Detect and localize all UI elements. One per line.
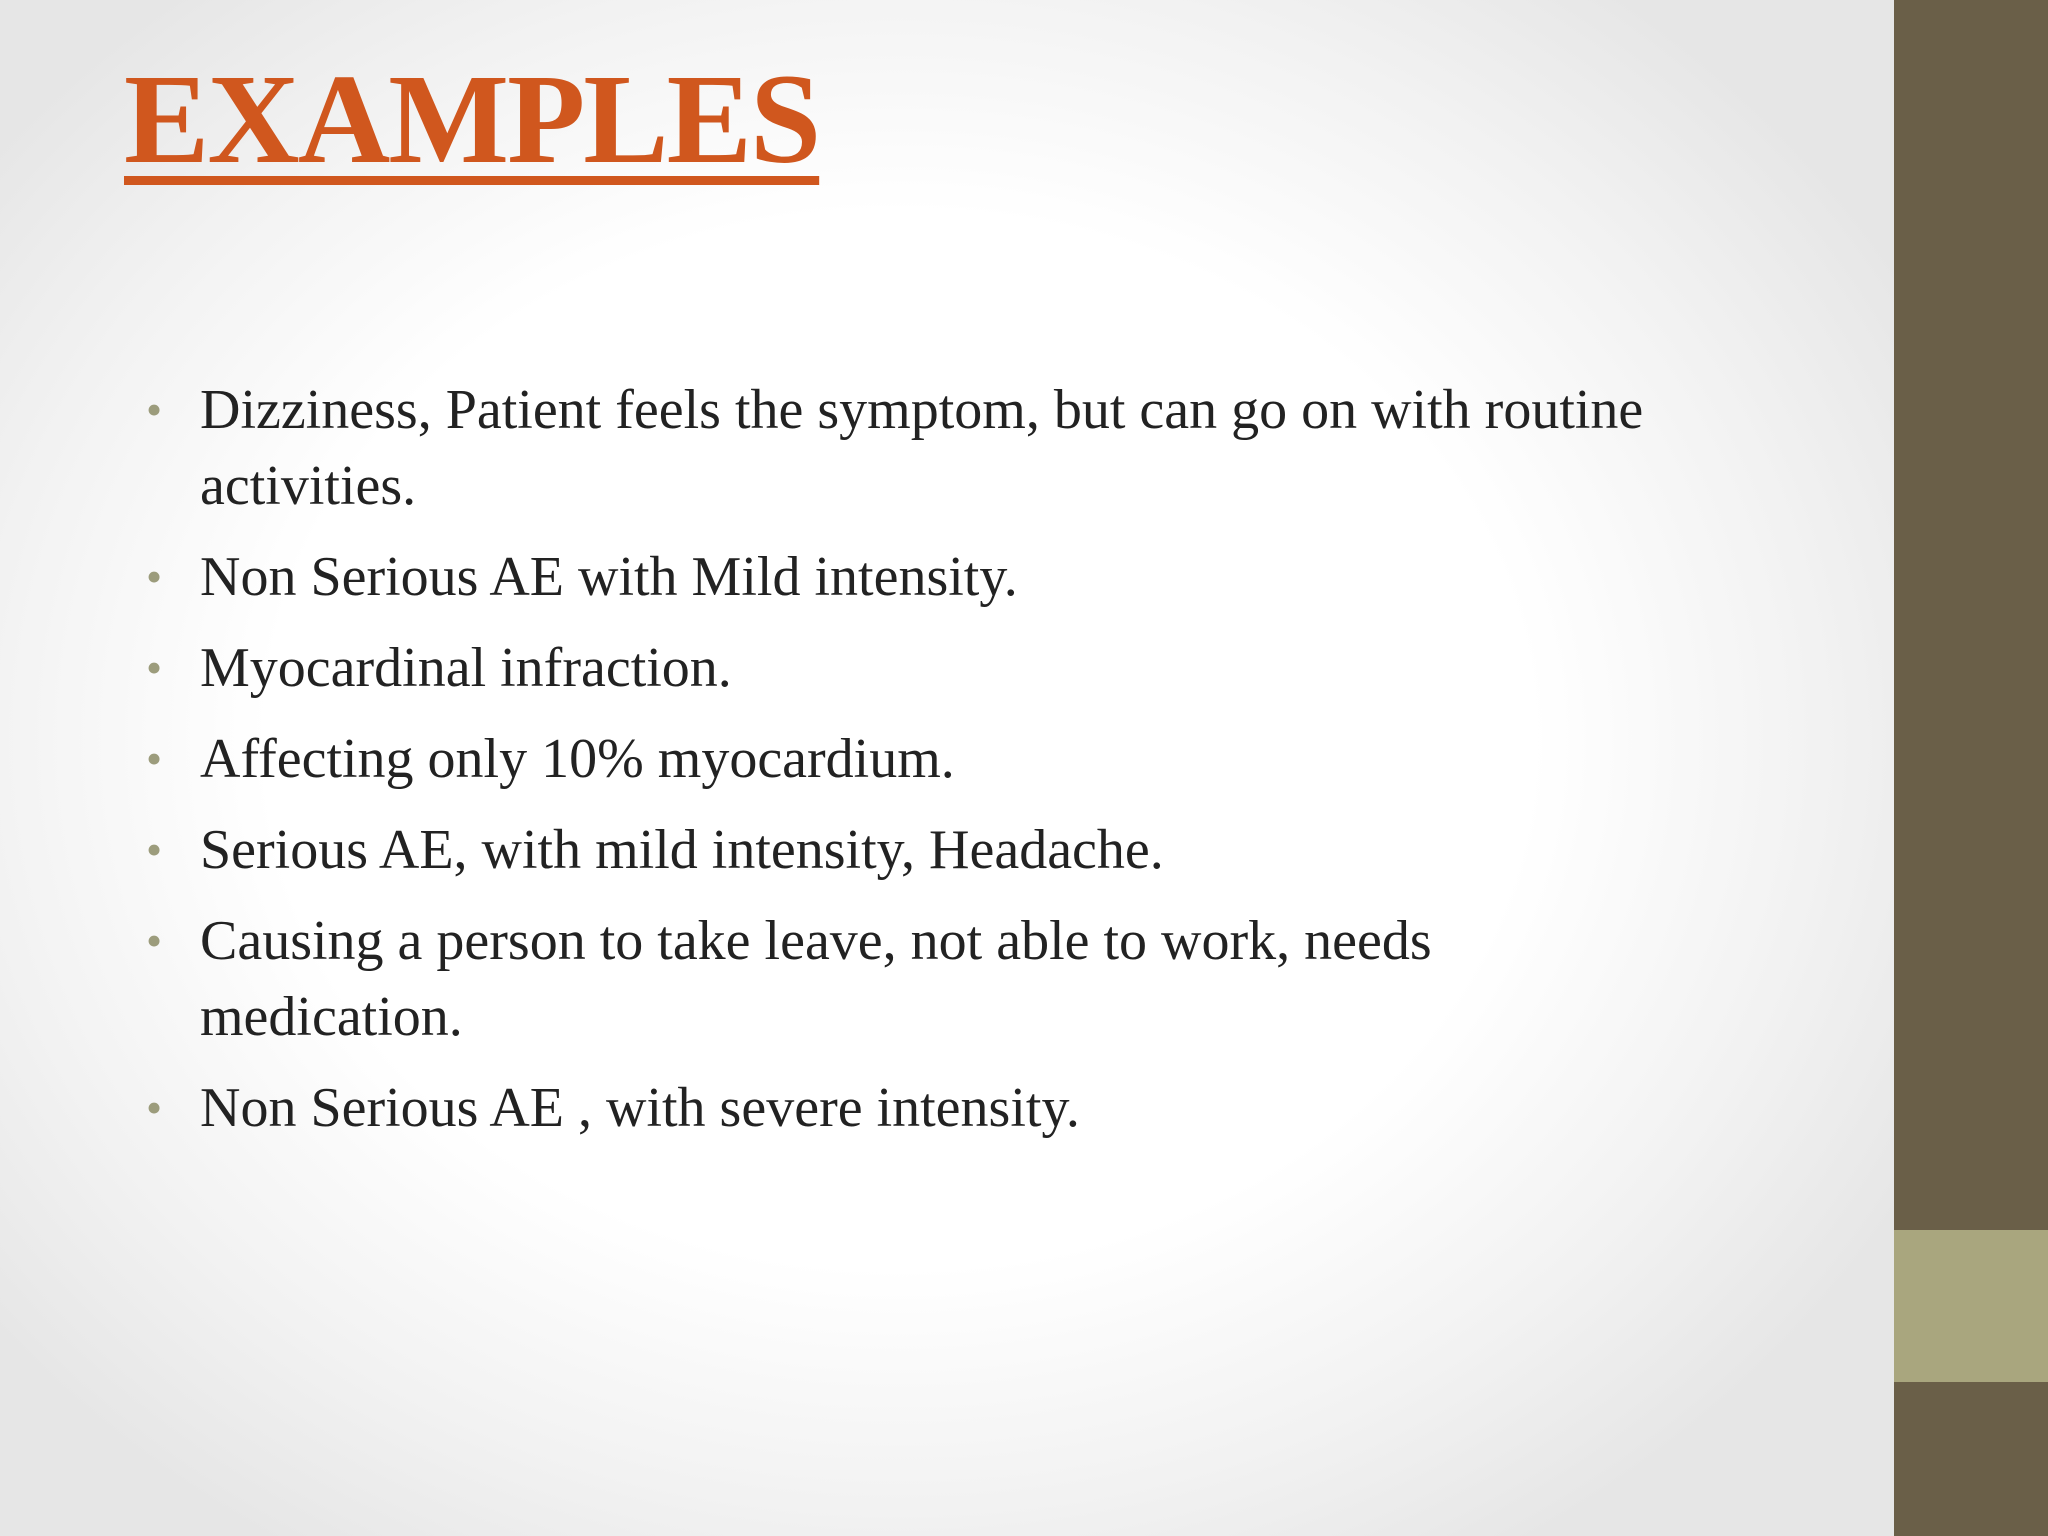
bullet-text: Affecting only 10% myocardium. bbox=[200, 728, 955, 790]
bullet-dot-icon: • bbox=[146, 642, 163, 693]
slide-title: EXAMPLES bbox=[124, 48, 820, 190]
bullet-dot-icon: • bbox=[146, 551, 163, 602]
bullet-list bbox=[146, 372, 1706, 1161]
bullet-dot-icon: • bbox=[146, 733, 163, 784]
bullet-dot-icon: • bbox=[146, 1082, 163, 1133]
bullet-item-2 bbox=[146, 539, 1706, 615]
bullet-text: Causing a person to take leave, not able to work, needs medication. bbox=[200, 910, 1432, 1048]
bullet-dot-icon: • bbox=[146, 384, 163, 435]
bullet-item-7 bbox=[146, 1070, 1706, 1146]
bullet-text: Myocardinal infraction. bbox=[200, 637, 732, 699]
side-accent-block bbox=[1894, 1230, 2048, 1382]
bullet-text: Serious AE, with mild intensity, Headache. bbox=[200, 819, 1164, 881]
bullet-item-4 bbox=[146, 721, 1706, 797]
bullet-text: Non Serious AE with Mild intensity. bbox=[200, 546, 1018, 608]
bullet-item-6 bbox=[146, 903, 1706, 1055]
bullet-dot-icon: • bbox=[146, 824, 163, 875]
bullet-text: Dizziness, Patient feels the symptom, but can go on with routine activities. bbox=[200, 379, 1644, 517]
bullet-text: Non Serious AE , with severe intensity. bbox=[200, 1077, 1080, 1139]
bullet-item-1 bbox=[146, 372, 1706, 524]
bullet-dot-icon: • bbox=[146, 915, 163, 966]
bullet-item-3 bbox=[146, 630, 1706, 706]
bullet-item-5 bbox=[146, 812, 1706, 888]
